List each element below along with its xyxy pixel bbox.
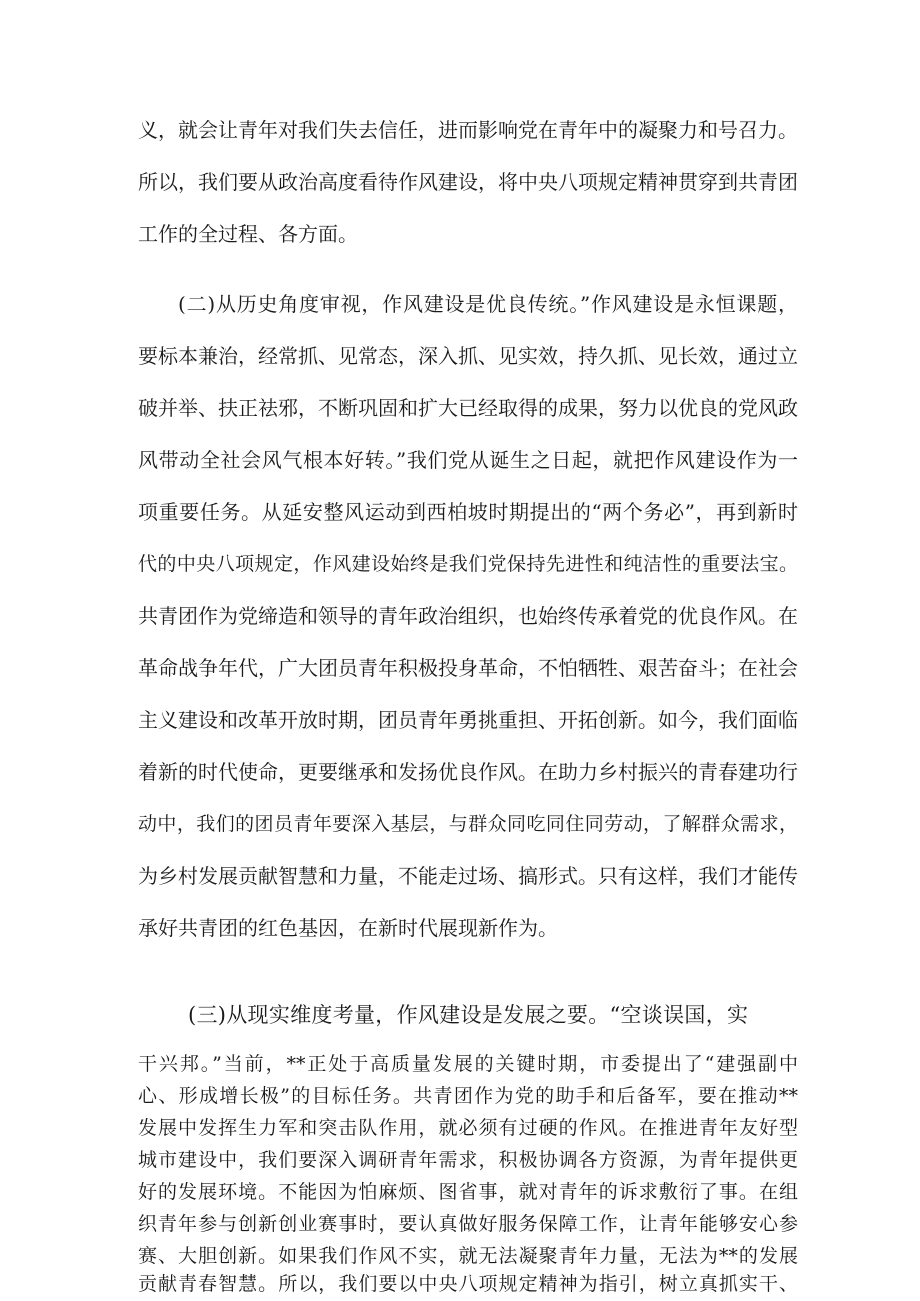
text-line: 贡献青春智慧。所以，我们要以中央八项规定精神为指引，树立真抓实干、 — [138, 1273, 798, 1295]
text-line: 赛、大胆创新。如果我们作风不实，就无法凝聚青年力量，无法为**的发展 — [138, 1245, 798, 1267]
text-line: 为乡村发展贡献智慧和力量，不能走过场、搞形式。只有这样，我们才能传 — [138, 864, 798, 888]
text-line: 风带动全社会风气根本好转。”我们党从诞生之日起，就把作风建设作为一 — [138, 448, 798, 472]
text-line: 着新的时代使命，更要继承和发扬优良作风。在助力乡村振兴的青春建功行 — [138, 760, 798, 784]
text-line: 共青团作为党缔造和领导的青年政治组织，也始终传承着党的优良作风。在 — [138, 604, 798, 628]
section-heading-2: (二)从历史角度审视，作风建设是优良传统。”作风建设是永恒课题， — [178, 292, 798, 316]
text-line: 发展中发挥生力军和突击队作用，就必须有过硬的作风。在推进青年友好型 — [138, 1117, 798, 1139]
text-line: 织青年参与创新创业赛事时，要认真做好服务保障工作，让青年能够安心参 — [138, 1213, 798, 1235]
text-line: 承好共青团的红色基因，在新时代展现新作为。 — [138, 916, 558, 940]
text-line: 工作的全过程、各方面。 — [138, 222, 358, 246]
text-line: 动中，我们的团员青年要深入基层，与群众同吃同住同劳动，了解群众需求， — [138, 813, 798, 835]
text-line: 义，就会让青年对我们失去信任，进而影响党在青年中的凝聚力和号召力。 — [138, 118, 798, 142]
text-line: 主义建设和改革开放时期，团员青年勇挑重担、开拓创新。如今，我们面临 — [138, 708, 798, 732]
text-line: 项重要任务。从延安整风运动到西柏坡时期提出的“两个务必”，再到新时 — [138, 500, 798, 524]
text-line: 城市建设中，我们要深入调研青年需求，积极协调各方资源，为青年提供更 — [138, 1149, 798, 1171]
text-line: 干兴邦。”当前，**正处于高质量发展的关键时期，市委提出了“建强副中 — [138, 1053, 798, 1075]
text-line: 要标本兼治，经常抓、见常态，深入抓、见实效，持久抓、见长效，通过立 — [138, 344, 798, 368]
text-line: 代的中央八项规定，作风建设始终是我们党保持先进性和纯洁性的重要法宝。 — [138, 553, 798, 575]
text-line: 心、形成增长极”的目标任务。共青团作为党的助手和后备军，要在推动** — [138, 1085, 798, 1107]
text-line: 革命战争年代，广大团员青年积极投身革命，不怕牺牲、艰苦奋斗；在社会 — [138, 656, 798, 680]
text-line: 所以，我们要从政治高度看待作风建设，将中央八项规定精神贯穿到共青团 — [138, 170, 798, 194]
section-heading-3: (三)从现实维度考量，作风建设是发展之要。“空谈误国，实 — [188, 1003, 748, 1027]
text-line: 破并举、扶正祛邪，不断巩固和扩大已经取得的成果，努力以优良的党风政 — [138, 396, 798, 420]
text-line: 好的发展环境。不能因为怕麻烦、图省事，就对青年的诉求敷衍了事。在组 — [138, 1181, 798, 1203]
